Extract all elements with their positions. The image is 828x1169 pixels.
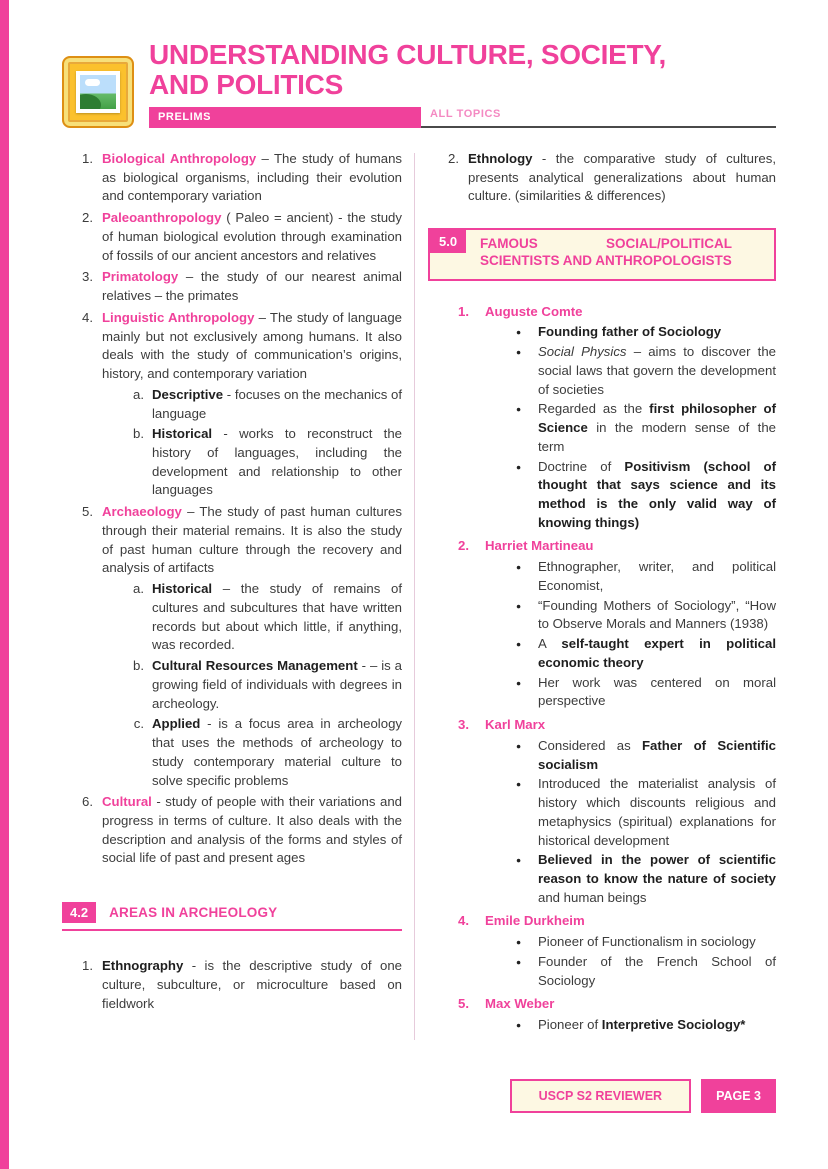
bullet-dot-icon: ● xyxy=(516,779,522,790)
list-number: 4. xyxy=(82,309,93,325)
page-number-badge: PAGE 3 xyxy=(701,1079,776,1113)
sub-list-item xyxy=(130,657,402,713)
bullet-text: Believed in the power of scientific reason to know the nature of society and human beings xyxy=(538,852,776,905)
scientist-number: 3. xyxy=(458,717,469,733)
bullet-item xyxy=(516,737,776,774)
bullet-dot-icon: ● xyxy=(516,461,522,472)
sub-list-text: Applied - is a focus area in archeology that uses the methods of archeology to study contemporary material culture to solve specific problems xyxy=(152,716,402,788)
sub-list-item xyxy=(130,425,402,500)
scientists-list xyxy=(428,303,776,1035)
bullet-dot-icon: ● xyxy=(516,347,522,358)
bullet-text: Her work was centered on moral perspective xyxy=(538,674,776,709)
scientist-name: Auguste Comte xyxy=(485,303,583,319)
list-item-text: Archaeology – The study of past human cultures through their material remains. It is also the study of past human culture through the recovery and analysis of artifacts xyxy=(102,504,402,576)
hill-shape xyxy=(80,94,101,109)
bullet-text: Ethnographer, writer, and political Economist, xyxy=(538,559,776,593)
scientist-name-row xyxy=(458,995,776,1014)
scientist-entry xyxy=(458,912,776,990)
scientist-number: 5. xyxy=(458,996,469,1012)
list-item-text: Paleoanthropology ( Paleo = ancient) - the study of human biological evolution through examination of fossils of our ancient ancestors and relatives xyxy=(102,210,402,263)
sub-list-text: Historical - works to reconstruct the history of languages, including the development and relationship to other languages xyxy=(152,426,402,498)
list-item-text: Primatology – the study of our nearest animal relatives – the primates xyxy=(102,269,402,304)
bullet-dot-icon: ● xyxy=(516,855,522,866)
list-item-row xyxy=(75,957,402,1013)
cloud-shape xyxy=(85,79,100,86)
list-item xyxy=(75,268,402,305)
areas-archeology-list xyxy=(62,957,402,1013)
list-item xyxy=(75,503,402,790)
column-divider xyxy=(414,153,415,1040)
bullet-item xyxy=(516,851,776,907)
sub-list-item xyxy=(130,715,402,790)
sub-list-letter: b. xyxy=(133,426,144,442)
anthropology-list xyxy=(62,150,402,868)
bullet-text: Founder of the French School of Sociology xyxy=(538,953,776,988)
logo-landscape xyxy=(80,75,116,109)
famous-scientists-box xyxy=(428,228,776,280)
bullet-text: Regarded as the first philosopher of Science in the modern sense of the term xyxy=(538,401,776,454)
bullet-text: Founding father of Sociology xyxy=(538,324,722,340)
bullet-item xyxy=(516,400,776,456)
list-item-row xyxy=(75,309,402,384)
bullet-item xyxy=(516,775,776,850)
tab-all-topics: ALL TOPICS xyxy=(421,108,776,128)
bullet-item xyxy=(516,458,776,533)
bullet-dot-icon: ● xyxy=(516,956,522,967)
list-item xyxy=(75,309,402,500)
page-title xyxy=(149,40,776,100)
bullet-text: “Founding Mothers of Sociology”, “How to Observe Morals and Manners (1938) xyxy=(538,597,776,632)
bullet-text: Considered as Father of Scientific socialism xyxy=(538,737,776,772)
bullet-item xyxy=(516,1016,776,1035)
bullet-item xyxy=(516,953,776,990)
scientist-number: 2. xyxy=(458,538,469,554)
bullet-dot-icon: ● xyxy=(516,404,522,415)
bullet-text: A self-taught expert in political economic theory xyxy=(538,636,776,670)
list-number: 2. xyxy=(448,151,459,166)
famous-scientists-box-title: FAMOUS SOCIAL/POLITICAL SCIENTISTS AND ANTHROPOLOGISTS xyxy=(480,236,732,268)
list-number: 1. xyxy=(82,958,93,974)
bullet-list xyxy=(516,1016,776,1035)
list-item-text: Linguistic Anthropology – The study of language mainly but not exclusively among humans. It also deals with the study of communication’s origins, history, and contemporary variation xyxy=(102,309,402,382)
page-header xyxy=(62,40,776,128)
sub-list-letter: b. xyxy=(133,658,144,674)
list-item xyxy=(441,150,776,206)
logo-mat xyxy=(76,71,120,113)
sub-list-letter: a. xyxy=(133,386,144,402)
header-tab-row xyxy=(149,107,776,128)
sub-list-text: Cultural Resources Management - – is a growing field of individuals with degrees in archeology. xyxy=(152,658,402,711)
list-item-row xyxy=(75,503,402,578)
scientist-name: Harriet Martineau xyxy=(485,538,594,554)
bullet-item xyxy=(516,933,776,952)
list-item xyxy=(75,957,402,1013)
section-title: AREAS IN ARCHEOLOGY xyxy=(109,905,278,921)
bullet-dot-icon: ● xyxy=(516,327,522,338)
sub-list xyxy=(130,386,402,500)
list-number: 6. xyxy=(82,794,93,810)
sub-list-text: Descriptive - focuses on the mechanics of language xyxy=(152,386,402,421)
bullet-dot-icon: ● xyxy=(516,600,522,611)
right-column xyxy=(428,150,776,1040)
tab-prelims: PRELIMS xyxy=(149,107,421,128)
bullet-text: Social Physics – aims to discover the social laws that govern the development of societies xyxy=(538,344,776,397)
bullet-list xyxy=(516,933,776,990)
bullet-text: Pioneer of Functionalism in sociology xyxy=(538,934,756,950)
sub-list-item xyxy=(130,386,402,423)
bullet-item xyxy=(516,558,776,595)
bullet-text: Doctrine of Positivism (school of thought that says science and its method is the only valid way of knowing things) xyxy=(538,458,776,530)
left-accent-bar xyxy=(0,0,9,1169)
bullet-list xyxy=(516,323,776,532)
scientist-entry xyxy=(458,303,776,533)
bullet-list xyxy=(516,558,776,711)
scientist-name: Emile Durkheim xyxy=(485,913,585,929)
list-item-row xyxy=(75,793,402,868)
list-item xyxy=(75,793,402,868)
page-title-line2: AND POLITICS xyxy=(149,68,343,100)
bullet-text: Introduced the materialist analysis of history which discounts religious and metaphysics (spiritual) explanations for historical development xyxy=(538,776,776,848)
bullet-item xyxy=(516,674,776,711)
list-item-text: Biological Anthropology – The study of humans as biological organisms, including their evolution and contemporary variation xyxy=(102,151,403,204)
list-item-row xyxy=(75,268,402,305)
list-item-row xyxy=(441,150,776,206)
bullet-dot-icon: ● xyxy=(516,937,522,948)
list-item-row xyxy=(75,209,402,265)
bullet-item xyxy=(516,635,776,672)
sub-list-text: Historical – the study of remains of cultures and subcultures that have written records but about which little, if anything, was recorded. xyxy=(152,581,402,653)
left-column xyxy=(62,150,402,1040)
bullet-dot-icon: ● xyxy=(516,1020,522,1031)
header-main xyxy=(149,40,776,128)
section-heading-areas-in-archeology xyxy=(62,902,402,931)
section-badge: 5.0 xyxy=(430,230,466,253)
scientist-number: 1. xyxy=(458,303,469,319)
list-item-text: Ethnography - is the descriptive study of one culture, subculture, or microculture based on fieldwork xyxy=(102,958,402,1011)
bullet-dot-icon: ● xyxy=(516,639,522,650)
sub-list-letter: c. xyxy=(133,716,144,732)
reviewer-badge: USCP S2 REVIEWER xyxy=(510,1079,691,1113)
sub-list xyxy=(130,580,402,790)
list-number: 5. xyxy=(82,504,93,520)
scientist-entry xyxy=(458,716,776,907)
areas-archeology-list-continued xyxy=(428,150,776,206)
bullet-text: Pioneer of Interpretive Sociology* xyxy=(538,1017,746,1033)
sub-list-item xyxy=(130,580,402,655)
bullet-item xyxy=(516,343,776,399)
bullet-dot-icon: ● xyxy=(516,740,522,751)
bullet-list xyxy=(516,737,776,908)
list-item-text: Ethnology - the comparative study of cultures, presents analytical generalizations about human culture. (similarities & differences) xyxy=(468,151,776,204)
list-item-text: Cultural - study of people with their variations and progress in terms of culture. It also deals with the description and analysis of the forms and styles of social life of past and present ages xyxy=(102,794,402,866)
list-number: 2. xyxy=(82,210,93,226)
bullet-dot-icon: ● xyxy=(516,562,522,573)
bullet-item xyxy=(516,597,776,634)
scientist-name-row xyxy=(458,303,776,322)
sub-list-letter: a. xyxy=(133,581,144,597)
page-title-line1: UNDERSTANDING CULTURE, SOCIETY, xyxy=(149,39,667,70)
scientist-name-row xyxy=(458,716,776,735)
scientist-name: Max Weber xyxy=(485,996,555,1012)
list-item xyxy=(75,209,402,265)
section-badge: 4.2 xyxy=(62,902,96,923)
list-number: 3. xyxy=(82,269,93,285)
list-number: 1. xyxy=(82,151,93,166)
scientist-number: 4. xyxy=(458,913,469,929)
scientist-name-row xyxy=(458,912,776,931)
scientist-name-row xyxy=(458,537,776,556)
scientist-entry xyxy=(458,995,776,1034)
list-item-row xyxy=(75,150,402,206)
framed-picture-logo-icon xyxy=(62,56,134,128)
page-footer xyxy=(510,1079,776,1113)
bullet-item xyxy=(516,323,776,342)
bullet-dot-icon: ● xyxy=(516,677,522,688)
content-columns xyxy=(62,150,776,1040)
scientist-name: Karl Marx xyxy=(485,717,546,733)
list-item xyxy=(75,150,402,206)
scientist-entry xyxy=(458,537,776,711)
